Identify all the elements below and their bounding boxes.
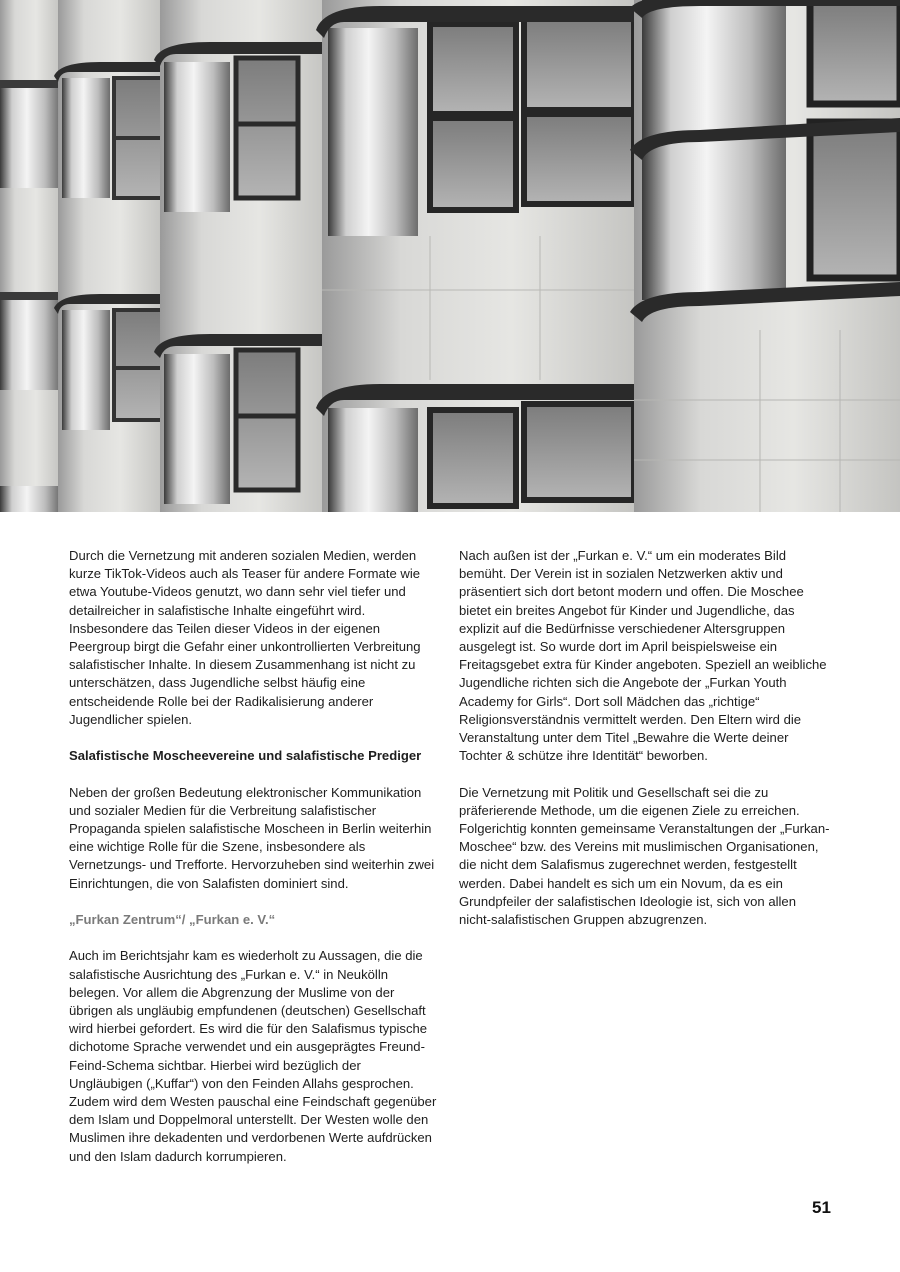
left-text-column (69, 547, 437, 1184)
subheading-furkan: „Furkan Zentrum“/ „Furkan e. V.“ (69, 912, 276, 928)
bay-3 (154, 0, 326, 512)
left-paragraph-3: Auch im Berichtsjahr kam es wiederholt zu Aussagen, die die salafistische Ausrichtung des „Furkan e. V.“ in Neukölln belegen. Vor allem die Abgrenzung der Muslime von der übrigen als ungläubig empfundenen (deutschen) Gesellschaft wird hierbei gefordert. Es wird die für den Salafismus typische dichotome Sprache verwendet und ein ausgeprägtes Freund-Feind-Schema sichtbar. Hierbei wird bezüglich der Ungläubigen („Kuffar“) von den Feinden Allahs gesprochen. Zudem wird dem Westen pauschal eine Feindschaft gegenüber dem Islam und Doppelmoral unterstellt. Der Westen wolle den Muslimen ihre dekadenten und verdorbenen Werte aufdrücken und den Islam dadurch korrumpieren. (69, 948, 437, 1164)
right-paragraph-2: Die Vernetzung mit Politik und Gesellschaft sei die zu präferierende Methode, um die eigenen Ziele zu erreichen. Folgerichtig konnten gemeinsame Veranstaltungen der „Furkan-Moschee“ bzw. des Vereins mit muslimischen Organisationen, die nicht dem Salafismus zugerechnet werden, festgestellt werden. Dabei handelt es sich um ein Novum, da es ein Grundpfeiler der salafistischen Ideologie ist, sich von allen nicht-salafistischen Gruppen abzugrenzen. (459, 784, 830, 928)
bay-5 (630, 0, 900, 512)
page-number: 51 (812, 1198, 831, 1217)
right-paragraph-1: Nach außen ist der „Furkan e. V.“ um ein moderates Bild bemüht. Der Verein ist in sozialen Netzwerken aktiv und präsentiert sich dort betont modern und offen. Die Moschee bietet ein breites Angebot für Kinder und Jugendliche, das explizit auf die Bedürfnisse verschiedener Altersgruppen ausgelegt ist. So wurde dort im April beispielsweise ein Freitagsgebet extra für Kinder angeboten. Speziell an weibliche Jugendliche richten sich die Angebote der „Furkan Youth Academy for Girls“. Dort soll Mädchen das „richtige“ Religionsverständnis vermittelt werden. Den Eltern wird die Veranstaltung unter dem Titel „Bewahre die Werte deiner Tochter & schütze ihre Identität“ beworben. (459, 548, 827, 764)
building-facade-photo (0, 0, 900, 512)
left-paragraph-1: Durch die Vernetzung mit anderen sozialen Medien, werden kurze TikTok-Videos auch als Teaser für andere Formate wie etwa Youtube-Videos genutzt, wo dann sehr viel tiefer und detailreicher in salafistische Inhalte eingeführt wird. Insbesondere das Teilen dieser Videos in der eigenen Peergroup birgt die Gefahr einer unkontrollierten Verbreitung salafistischer Inhalte. In diesem Zusammenhang ist nicht zu unterschätzen, dass Jugendliche selbst häufig eine entscheidende Rolle bei der Radikalisierung anderer Jugendlicher spielen. (69, 548, 421, 727)
right-text-column (459, 547, 831, 947)
left-paragraph-2: Neben der großen Bedeutung elektronischer Kommunikation und sozialer Medien für die Verbreitung salafistischer Propaganda spielen salafistische Moscheen in Berlin weiterhin eine wichtige Rolle für die Szene, insbesondere als Vernetzungs- und Trefforte. Hervorzuheben sind weiterhin zwei Einrichtungen, die von Salafisten dominiert sind. (69, 784, 435, 891)
bay-1 (0, 0, 60, 512)
section-heading-mosques: Salafistische Moscheevereine und salafistische Prediger (69, 748, 422, 764)
bay-2 (54, 0, 162, 512)
bay-4 (316, 0, 638, 512)
